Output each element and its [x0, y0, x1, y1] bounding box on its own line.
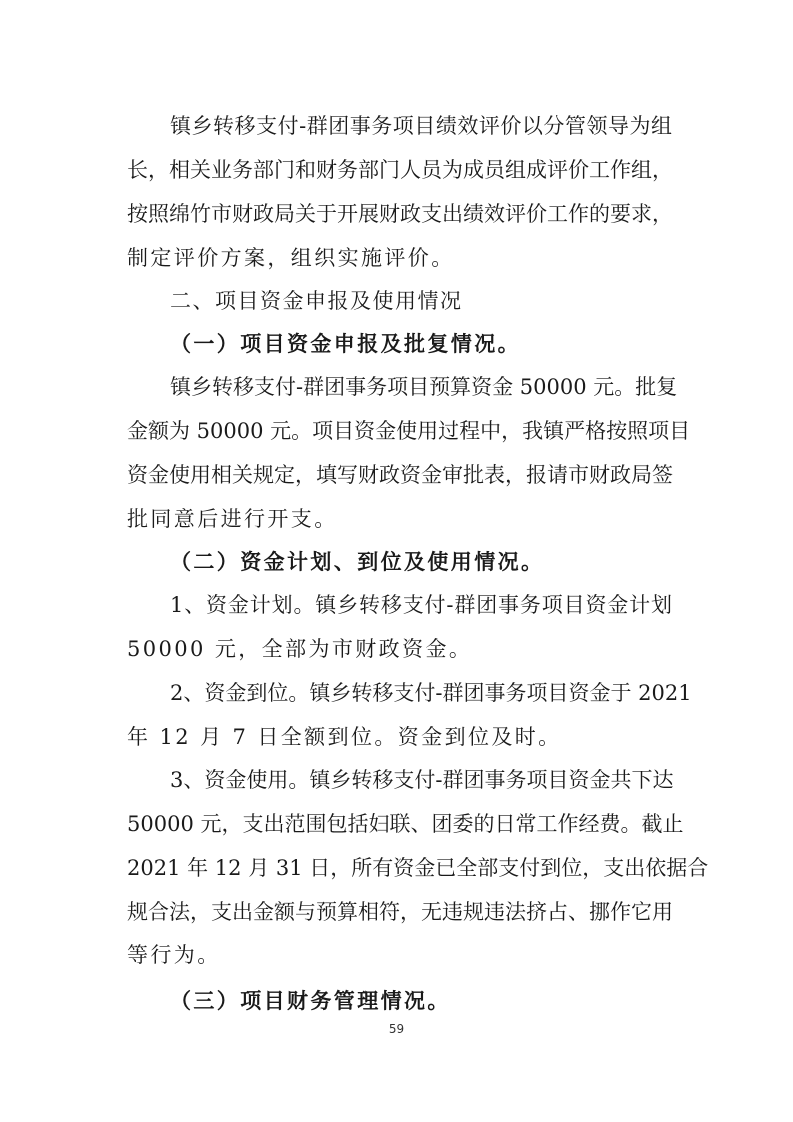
paragraph-line: 50000 元，支出范围包括妇联、团委的日常工作经费。截止	[127, 812, 684, 836]
paragraph-line: 金额为 50000 元。项目资金使用过程中，我镇严格按照项目	[127, 419, 691, 443]
paragraph-line: 2021 年 12 月 31 日，所有资金已全部支付到位，支出依据合	[127, 856, 709, 880]
paragraph-line: 规合法，支出金额与预算相符，无违规违法挤占、挪作它用	[127, 900, 673, 924]
subsection-heading: （二）资金计划、到位及使用情况。	[170, 550, 545, 574]
paragraph-line: 长，相关业务部门和财务部门人员为成员组成评价工作组，	[127, 158, 673, 182]
paragraph-line: 2、资金到位。镇乡转移支付-群团事务项目资金于 2021	[170, 681, 692, 705]
page-number: 59	[388, 1022, 405, 1036]
paragraph-line: 制定评价方案，组织实施评价。	[127, 246, 455, 270]
paragraph-line: 镇乡转移支付-群团事务项目绩效评价以分管领导为组	[170, 114, 672, 138]
paragraph-line: 年 12 月 7 日全额到位。资金到位及时。	[127, 725, 562, 749]
paragraph-line: 按照绵竹市财政局关于开展财政支出绩效评价工作的要求，	[127, 202, 673, 226]
subsection-heading: （一）项目资金申报及批复情况。	[170, 332, 521, 356]
paragraph-line: 3、资金使用。镇乡转移支付-群团事务项目资金共下达	[170, 768, 674, 792]
paragraph-line: 批同意后进行开支。	[127, 507, 338, 531]
section-heading: 二、项目资金申报及使用情况	[170, 289, 463, 313]
paragraph-line: 等行为。	[127, 943, 221, 967]
paragraph-line: 镇乡转移支付-群团事务项目预算资金 50000 元。批复	[170, 375, 678, 399]
paragraph-line: 资金使用相关规定，填写财政资金审批表，报请市财政局签	[127, 463, 673, 487]
paragraph-line: 50000 元，全部为市财政资金。	[127, 637, 473, 661]
paragraph-line: 1、资金计划。镇乡转移支付-群团事务项目资金计划	[170, 593, 672, 617]
subsection-heading: （三）项目财务管理情况。	[170, 989, 451, 1013]
